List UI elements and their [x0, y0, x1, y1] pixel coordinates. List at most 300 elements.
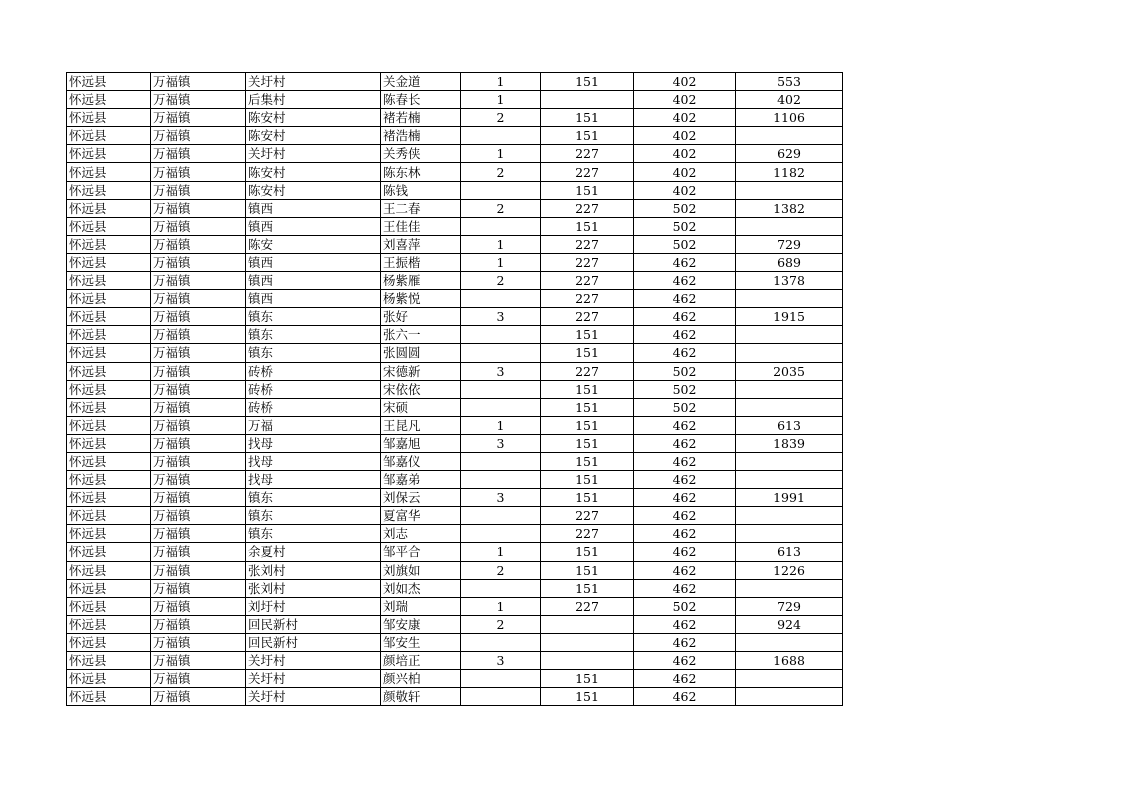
- amount-b-cell[interactable]: 402: [634, 181, 736, 199]
- county-cell[interactable]: 怀远县: [67, 525, 151, 543]
- county-cell[interactable]: 怀远县: [67, 471, 151, 489]
- count-cell[interactable]: [461, 217, 541, 235]
- amount-a-cell[interactable]: 151: [541, 73, 634, 91]
- amount-a-cell[interactable]: 151: [541, 543, 634, 561]
- amount-a-cell[interactable]: 151: [541, 109, 634, 127]
- county-cell[interactable]: 怀远县: [67, 507, 151, 525]
- table-row: [67, 235, 843, 253]
- town-cell[interactable]: 万福镇: [151, 597, 246, 615]
- town-cell[interactable]: 万福镇: [151, 326, 246, 344]
- amount-a-cell[interactable]: 151: [541, 561, 634, 579]
- village-cell[interactable]: 镇西: [246, 253, 381, 271]
- village-cell[interactable]: 镇东: [246, 326, 381, 344]
- amount-a-cell[interactable]: 151: [541, 688, 634, 706]
- name-cell[interactable]: 宋德新: [381, 362, 461, 380]
- county-cell[interactable]: 怀远县: [67, 253, 151, 271]
- amount-a-cell[interactable]: 151: [541, 181, 634, 199]
- table-row: [67, 127, 843, 145]
- name-cell[interactable]: 颜培正: [381, 652, 461, 670]
- total-cell[interactable]: 402: [736, 91, 843, 109]
- amount-b-cell[interactable]: 462: [634, 633, 736, 651]
- count-cell[interactable]: 3: [461, 434, 541, 452]
- village-cell[interactable]: 砖桥: [246, 380, 381, 398]
- town-cell[interactable]: 万福镇: [151, 507, 246, 525]
- amount-b-cell[interactable]: 462: [634, 308, 736, 326]
- county-cell[interactable]: 怀远县: [67, 670, 151, 688]
- count-cell[interactable]: 3: [461, 308, 541, 326]
- village-cell[interactable]: 关圩村: [246, 145, 381, 163]
- total-cell[interactable]: 1182: [736, 163, 843, 181]
- name-cell[interactable]: 杨紫悦: [381, 290, 461, 308]
- town-cell[interactable]: 万福镇: [151, 525, 246, 543]
- table-row: [67, 91, 843, 109]
- table-row: [67, 109, 843, 127]
- amount-b-cell[interactable]: 462: [634, 670, 736, 688]
- village-cell[interactable]: 张刘村: [246, 561, 381, 579]
- name-cell[interactable]: 张圆圆: [381, 344, 461, 362]
- amount-a-cell[interactable]: [541, 615, 634, 633]
- count-cell[interactable]: [461, 471, 541, 489]
- total-cell[interactable]: 1382: [736, 199, 843, 217]
- count-cell[interactable]: 2: [461, 109, 541, 127]
- table-row: [67, 73, 843, 91]
- count-cell[interactable]: [461, 670, 541, 688]
- county-cell[interactable]: 怀远县: [67, 452, 151, 470]
- town-cell[interactable]: 万福镇: [151, 416, 246, 434]
- town-cell[interactable]: 万福镇: [151, 145, 246, 163]
- total-cell[interactable]: 1378: [736, 272, 843, 290]
- table-row: [67, 398, 843, 416]
- count-cell[interactable]: [461, 398, 541, 416]
- amount-b-cell[interactable]: 502: [634, 380, 736, 398]
- county-cell[interactable]: 怀远县: [67, 615, 151, 633]
- village-cell[interactable]: 镇西: [246, 217, 381, 235]
- village-cell[interactable]: 关圩村: [246, 73, 381, 91]
- total-cell[interactable]: [736, 398, 843, 416]
- village-cell[interactable]: 镇东: [246, 308, 381, 326]
- town-cell[interactable]: 万福镇: [151, 398, 246, 416]
- table-row: [67, 380, 843, 398]
- village-cell[interactable]: 镇西: [246, 272, 381, 290]
- total-cell[interactable]: 1915: [736, 308, 843, 326]
- town-cell[interactable]: 万福镇: [151, 181, 246, 199]
- town-cell[interactable]: 万福镇: [151, 109, 246, 127]
- amount-a-cell[interactable]: 227: [541, 253, 634, 271]
- count-cell[interactable]: 3: [461, 489, 541, 507]
- name-cell[interactable]: 刘旗如: [381, 561, 461, 579]
- village-cell[interactable]: 张刘村: [246, 579, 381, 597]
- name-cell[interactable]: 陈春长: [381, 91, 461, 109]
- name-cell[interactable]: 刘保云: [381, 489, 461, 507]
- village-cell[interactable]: 后集村: [246, 91, 381, 109]
- amount-b-cell[interactable]: 502: [634, 597, 736, 615]
- town-cell[interactable]: 万福镇: [151, 615, 246, 633]
- count-cell[interactable]: 1: [461, 543, 541, 561]
- total-cell[interactable]: 629: [736, 145, 843, 163]
- village-cell[interactable]: 回民新村: [246, 615, 381, 633]
- total-cell[interactable]: [736, 688, 843, 706]
- village-cell[interactable]: 回民新村: [246, 633, 381, 651]
- village-cell[interactable]: 镇西: [246, 199, 381, 217]
- amount-b-cell[interactable]: 462: [634, 290, 736, 308]
- county-cell[interactable]: 怀远县: [67, 109, 151, 127]
- count-cell[interactable]: 1: [461, 416, 541, 434]
- total-cell[interactable]: 613: [736, 416, 843, 434]
- amount-a-cell[interactable]: 227: [541, 163, 634, 181]
- village-cell[interactable]: 找母: [246, 452, 381, 470]
- town-cell[interactable]: 万福镇: [151, 91, 246, 109]
- amount-b-cell[interactable]: 502: [634, 398, 736, 416]
- name-cell[interactable]: 邹嘉仪: [381, 452, 461, 470]
- amount-b-cell[interactable]: 462: [634, 326, 736, 344]
- village-cell[interactable]: 刘圩村: [246, 597, 381, 615]
- table-row: [67, 633, 843, 651]
- village-cell[interactable]: 陈安村: [246, 163, 381, 181]
- count-cell[interactable]: 1: [461, 145, 541, 163]
- total-cell[interactable]: 1839: [736, 434, 843, 452]
- village-cell[interactable]: 陈安村: [246, 181, 381, 199]
- town-cell[interactable]: 万福镇: [151, 73, 246, 91]
- total-cell[interactable]: 924: [736, 615, 843, 633]
- town-cell[interactable]: 万福镇: [151, 163, 246, 181]
- county-cell[interactable]: 怀远县: [67, 344, 151, 362]
- total-cell[interactable]: [736, 344, 843, 362]
- village-cell[interactable]: 关圩村: [246, 652, 381, 670]
- county-cell[interactable]: 怀远县: [67, 290, 151, 308]
- total-cell[interactable]: [736, 380, 843, 398]
- amount-b-cell[interactable]: 462: [634, 688, 736, 706]
- village-cell[interactable]: 镇西: [246, 290, 381, 308]
- amount-b-cell[interactable]: 462: [634, 272, 736, 290]
- amount-a-cell[interactable]: 151: [541, 471, 634, 489]
- table-row: [67, 253, 843, 271]
- total-cell[interactable]: [736, 290, 843, 308]
- amount-b-cell[interactable]: 502: [634, 199, 736, 217]
- name-cell[interactable]: 颜敬轩: [381, 688, 461, 706]
- amount-a-cell[interactable]: 151: [541, 344, 634, 362]
- amount-a-cell[interactable]: 151: [541, 380, 634, 398]
- town-cell[interactable]: 万福镇: [151, 127, 246, 145]
- town-cell[interactable]: 万福镇: [151, 489, 246, 507]
- amount-b-cell[interactable]: 502: [634, 235, 736, 253]
- county-cell[interactable]: 怀远县: [67, 217, 151, 235]
- county-cell[interactable]: 怀远县: [67, 127, 151, 145]
- table-row: [67, 290, 843, 308]
- total-cell[interactable]: [736, 471, 843, 489]
- amount-b-cell[interactable]: 462: [634, 434, 736, 452]
- town-cell[interactable]: 万福镇: [151, 199, 246, 217]
- count-cell[interactable]: 2: [461, 199, 541, 217]
- count-cell[interactable]: [461, 688, 541, 706]
- table-body: [67, 73, 843, 706]
- amount-b-cell[interactable]: 462: [634, 652, 736, 670]
- count-cell[interactable]: 2: [461, 272, 541, 290]
- name-cell[interactable]: 宋依依: [381, 380, 461, 398]
- village-cell[interactable]: 镇东: [246, 489, 381, 507]
- name-cell[interactable]: 邹嘉旭: [381, 434, 461, 452]
- name-cell[interactable]: 邹嘉弟: [381, 471, 461, 489]
- county-cell[interactable]: 怀远县: [67, 326, 151, 344]
- name-cell[interactable]: 刘瑞: [381, 597, 461, 615]
- village-cell[interactable]: 陈安村: [246, 127, 381, 145]
- name-cell[interactable]: 刘志: [381, 525, 461, 543]
- town-cell[interactable]: 万福镇: [151, 579, 246, 597]
- total-cell[interactable]: 1226: [736, 561, 843, 579]
- amount-a-cell[interactable]: 151: [541, 398, 634, 416]
- table-row: [67, 471, 843, 489]
- name-cell[interactable]: 宋硕: [381, 398, 461, 416]
- town-cell[interactable]: 万福镇: [151, 308, 246, 326]
- county-cell[interactable]: 怀远县: [67, 561, 151, 579]
- count-cell[interactable]: [461, 380, 541, 398]
- table-row: [67, 652, 843, 670]
- name-cell[interactable]: 邹平合: [381, 543, 461, 561]
- amount-b-cell[interactable]: 462: [634, 344, 736, 362]
- amount-a-cell[interactable]: 227: [541, 290, 634, 308]
- county-cell[interactable]: 怀远县: [67, 416, 151, 434]
- count-cell[interactable]: 1: [461, 235, 541, 253]
- table-row: [67, 670, 843, 688]
- town-cell[interactable]: 万福镇: [151, 688, 246, 706]
- amount-b-cell[interactable]: 462: [634, 543, 736, 561]
- county-cell[interactable]: 怀远县: [67, 633, 151, 651]
- total-cell[interactable]: [736, 507, 843, 525]
- town-cell[interactable]: 万福镇: [151, 670, 246, 688]
- amount-b-cell[interactable]: 402: [634, 127, 736, 145]
- town-cell[interactable]: 万福镇: [151, 452, 246, 470]
- village-cell[interactable]: 余夏村: [246, 543, 381, 561]
- total-cell[interactable]: [736, 452, 843, 470]
- total-cell[interactable]: 1688: [736, 652, 843, 670]
- count-cell[interactable]: [461, 290, 541, 308]
- total-cell[interactable]: 613: [736, 543, 843, 561]
- count-cell[interactable]: [461, 181, 541, 199]
- count-cell[interactable]: [461, 344, 541, 362]
- county-cell[interactable]: 怀远县: [67, 181, 151, 199]
- town-cell[interactable]: 万福镇: [151, 471, 246, 489]
- amount-a-cell[interactable]: 227: [541, 362, 634, 380]
- county-cell[interactable]: 怀远县: [67, 272, 151, 290]
- name-cell[interactable]: 张六一: [381, 326, 461, 344]
- name-cell[interactable]: 杨紫雁: [381, 272, 461, 290]
- village-cell[interactable]: 关圩村: [246, 670, 381, 688]
- count-cell[interactable]: 1: [461, 597, 541, 615]
- count-cell[interactable]: [461, 579, 541, 597]
- county-cell[interactable]: 怀远县: [67, 543, 151, 561]
- amount-a-cell[interactable]: 227: [541, 308, 634, 326]
- village-cell[interactable]: 镇东: [246, 344, 381, 362]
- village-cell[interactable]: 陈安村: [246, 109, 381, 127]
- total-cell[interactable]: [736, 217, 843, 235]
- total-cell[interactable]: 553: [736, 73, 843, 91]
- name-cell[interactable]: 邹安生: [381, 633, 461, 651]
- county-cell[interactable]: 怀远县: [67, 688, 151, 706]
- amount-a-cell[interactable]: 227: [541, 507, 634, 525]
- total-cell[interactable]: 729: [736, 235, 843, 253]
- total-cell[interactable]: [736, 127, 843, 145]
- count-cell[interactable]: [461, 633, 541, 651]
- amount-a-cell[interactable]: 227: [541, 525, 634, 543]
- county-cell[interactable]: 怀远县: [67, 362, 151, 380]
- count-cell[interactable]: [461, 525, 541, 543]
- town-cell[interactable]: 万福镇: [151, 253, 246, 271]
- village-cell[interactable]: 陈安: [246, 235, 381, 253]
- county-cell[interactable]: 怀远县: [67, 489, 151, 507]
- total-cell[interactable]: [736, 525, 843, 543]
- town-cell[interactable]: 万福镇: [151, 380, 246, 398]
- count-cell[interactable]: 1: [461, 253, 541, 271]
- name-cell[interactable]: 陈钱: [381, 181, 461, 199]
- village-cell[interactable]: 砖桥: [246, 362, 381, 380]
- county-cell[interactable]: 怀远县: [67, 235, 151, 253]
- total-cell[interactable]: 729: [736, 597, 843, 615]
- name-cell[interactable]: 王振楷: [381, 253, 461, 271]
- count-cell[interactable]: 3: [461, 362, 541, 380]
- amount-a-cell[interactable]: 227: [541, 145, 634, 163]
- amount-b-cell[interactable]: 462: [634, 615, 736, 633]
- total-cell[interactable]: [736, 670, 843, 688]
- town-cell[interactable]: 万福镇: [151, 272, 246, 290]
- amount-b-cell[interactable]: 402: [634, 73, 736, 91]
- county-cell[interactable]: 怀远县: [67, 91, 151, 109]
- amount-b-cell[interactable]: 402: [634, 91, 736, 109]
- name-cell[interactable]: 陈东林: [381, 163, 461, 181]
- amount-a-cell[interactable]: 151: [541, 579, 634, 597]
- village-cell[interactable]: 镇东: [246, 525, 381, 543]
- village-cell[interactable]: 砖桥: [246, 398, 381, 416]
- amount-b-cell[interactable]: 462: [634, 489, 736, 507]
- amount-b-cell[interactable]: 462: [634, 561, 736, 579]
- count-cell[interactable]: [461, 507, 541, 525]
- town-cell[interactable]: 万福镇: [151, 290, 246, 308]
- county-cell[interactable]: 怀远县: [67, 597, 151, 615]
- county-cell[interactable]: 怀远县: [67, 398, 151, 416]
- amount-b-cell[interactable]: 462: [634, 525, 736, 543]
- table-row: [67, 561, 843, 579]
- count-cell[interactable]: [461, 127, 541, 145]
- table-row: [67, 579, 843, 597]
- total-cell[interactable]: [736, 579, 843, 597]
- amount-a-cell[interactable]: 227: [541, 597, 634, 615]
- amount-b-cell[interactable]: 402: [634, 109, 736, 127]
- count-cell[interactable]: [461, 452, 541, 470]
- name-cell[interactable]: 王佳佳: [381, 217, 461, 235]
- town-cell[interactable]: 万福镇: [151, 344, 246, 362]
- county-cell[interactable]: 怀远县: [67, 145, 151, 163]
- amount-a-cell[interactable]: 227: [541, 272, 634, 290]
- town-cell[interactable]: 万福镇: [151, 543, 246, 561]
- county-cell[interactable]: 怀远县: [67, 579, 151, 597]
- village-cell[interactable]: 镇东: [246, 507, 381, 525]
- amount-b-cell[interactable]: 402: [634, 145, 736, 163]
- amount-a-cell[interactable]: 151: [541, 489, 634, 507]
- name-cell[interactable]: 王昆凡: [381, 416, 461, 434]
- town-cell[interactable]: 万福镇: [151, 633, 246, 651]
- amount-a-cell[interactable]: 151: [541, 670, 634, 688]
- town-cell[interactable]: 万福镇: [151, 434, 246, 452]
- amount-b-cell[interactable]: 462: [634, 579, 736, 597]
- name-cell[interactable]: 关金道: [381, 73, 461, 91]
- amount-b-cell[interactable]: 462: [634, 471, 736, 489]
- table-row: [67, 217, 843, 235]
- amount-a-cell[interactable]: [541, 91, 634, 109]
- name-cell[interactable]: 褚若楠: [381, 109, 461, 127]
- village-cell[interactable]: 万福: [246, 416, 381, 434]
- name-cell[interactable]: 关秀侠: [381, 145, 461, 163]
- town-cell[interactable]: 万福镇: [151, 217, 246, 235]
- amount-a-cell[interactable]: 151: [541, 452, 634, 470]
- total-cell[interactable]: [736, 633, 843, 651]
- amount-a-cell[interactable]: 227: [541, 235, 634, 253]
- town-cell[interactable]: 万福镇: [151, 362, 246, 380]
- count-cell[interactable]: 1: [461, 91, 541, 109]
- village-cell[interactable]: 找母: [246, 471, 381, 489]
- town-cell[interactable]: 万福镇: [151, 561, 246, 579]
- total-cell[interactable]: 1106: [736, 109, 843, 127]
- county-cell[interactable]: 怀远县: [67, 308, 151, 326]
- amount-b-cell[interactable]: 502: [634, 362, 736, 380]
- count-cell[interactable]: 2: [461, 163, 541, 181]
- county-cell[interactable]: 怀远县: [67, 380, 151, 398]
- village-cell[interactable]: 关圩村: [246, 688, 381, 706]
- name-cell[interactable]: 夏富华: [381, 507, 461, 525]
- table-row: [67, 199, 843, 217]
- table-row: [67, 525, 843, 543]
- name-cell[interactable]: 邹安康: [381, 615, 461, 633]
- name-cell[interactable]: 王二春: [381, 199, 461, 217]
- amount-a-cell[interactable]: 151: [541, 416, 634, 434]
- amount-b-cell[interactable]: 462: [634, 507, 736, 525]
- amount-a-cell[interactable]: [541, 652, 634, 670]
- name-cell[interactable]: 刘如杰: [381, 579, 461, 597]
- count-cell[interactable]: [461, 326, 541, 344]
- total-cell[interactable]: 689: [736, 253, 843, 271]
- amount-b-cell[interactable]: 502: [634, 217, 736, 235]
- town-cell[interactable]: 万福镇: [151, 235, 246, 253]
- amount-a-cell[interactable]: 151: [541, 217, 634, 235]
- amount-a-cell[interactable]: 227: [541, 199, 634, 217]
- county-cell[interactable]: 怀远县: [67, 434, 151, 452]
- town-cell[interactable]: 万福镇: [151, 652, 246, 670]
- total-cell[interactable]: 2035: [736, 362, 843, 380]
- total-cell[interactable]: [736, 181, 843, 199]
- county-cell[interactable]: 怀远县: [67, 199, 151, 217]
- amount-b-cell[interactable]: 402: [634, 163, 736, 181]
- amount-a-cell[interactable]: 151: [541, 434, 634, 452]
- total-cell[interactable]: 1991: [736, 489, 843, 507]
- amount-a-cell[interactable]: [541, 633, 634, 651]
- county-cell[interactable]: 怀远县: [67, 652, 151, 670]
- village-cell[interactable]: 找母: [246, 434, 381, 452]
- county-cell[interactable]: 怀远县: [67, 73, 151, 91]
- amount-b-cell[interactable]: 462: [634, 452, 736, 470]
- amount-a-cell[interactable]: 151: [541, 127, 634, 145]
- amount-a-cell[interactable]: 151: [541, 326, 634, 344]
- amount-b-cell[interactable]: 462: [634, 416, 736, 434]
- name-cell[interactable]: 颜兴柏: [381, 670, 461, 688]
- table-row: [67, 615, 843, 633]
- count-cell[interactable]: 1: [461, 73, 541, 91]
- name-cell[interactable]: 刘喜萍: [381, 235, 461, 253]
- count-cell[interactable]: 3: [461, 652, 541, 670]
- county-cell[interactable]: 怀远县: [67, 163, 151, 181]
- name-cell[interactable]: 张好: [381, 308, 461, 326]
- count-cell[interactable]: 2: [461, 615, 541, 633]
- count-cell[interactable]: 2: [461, 561, 541, 579]
- name-cell[interactable]: 褚浩楠: [381, 127, 461, 145]
- total-cell[interactable]: [736, 326, 843, 344]
- amount-b-cell[interactable]: 462: [634, 253, 736, 271]
